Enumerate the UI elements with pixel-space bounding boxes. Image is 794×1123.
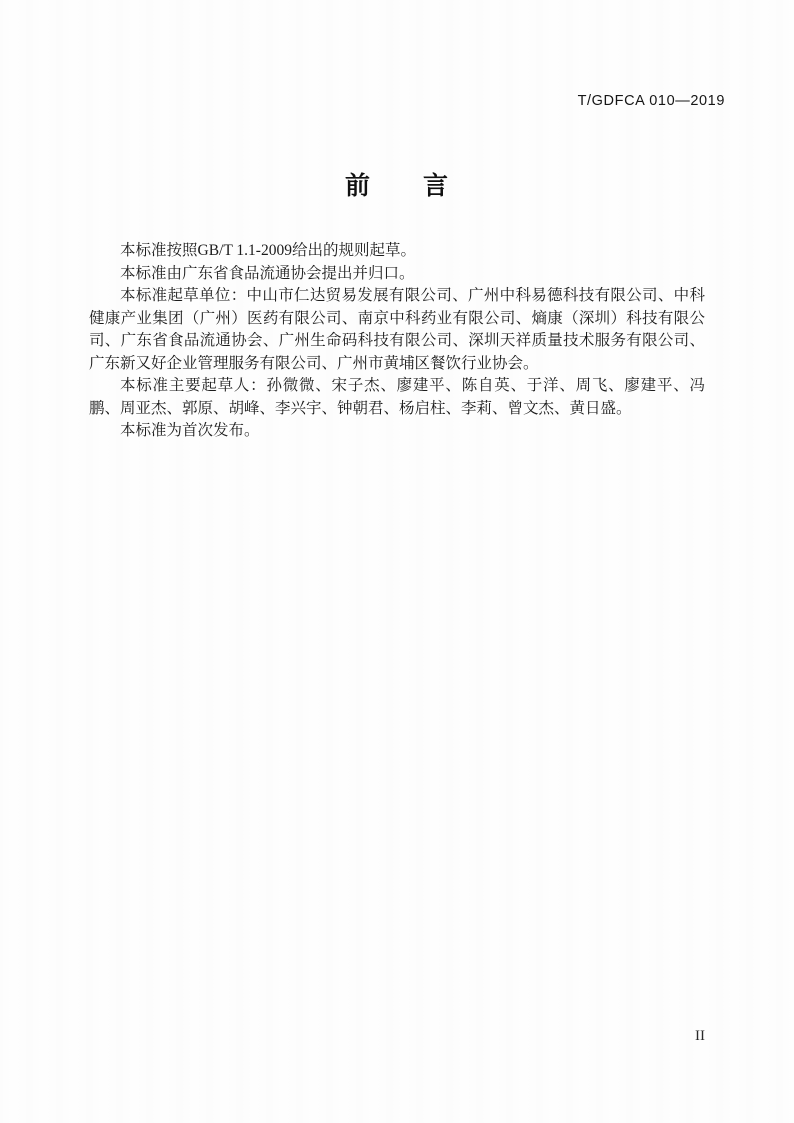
page-number: II bbox=[695, 1028, 705, 1044]
paragraph-first-publication: 本标准为首次发布。 bbox=[120, 422, 260, 439]
foreword-body bbox=[89, 240, 705, 443]
paragraph-drafting-organizations: 本标准起草单位：中山市仁达贸易发展有限公司、广州中科易德科技有限公司、中科健康产业集团（广州）医药有限公司、南京中科药业有限公司、熵康（深圳）科技有限公司、广东省食品流通协会、广州生命码科技有限公司、深圳天祥质量技术服务有限公司、广东新又好企业管理服务有限公司、广州市黄埔区餐饮行业协会。 bbox=[89, 287, 705, 372]
paragraph-proposing-body: 本标准由广东省食品流通协会提出并归口。 bbox=[120, 264, 415, 282]
paragraph-main-drafters: 本标准主要起草人：孙微微、宋子杰、廖建平、陈自英、于洋、周飞、廖建平、冯鹏、周亚杰、郭原、胡峰、李兴宇、钟朝君、杨启柱、李莉、曾文杰、黄日盛。 bbox=[89, 377, 705, 417]
page-title: 前 言 bbox=[344, 172, 449, 200]
standard-code-header: T/GDFCA 010—2019 bbox=[577, 93, 725, 109]
paragraph-drafting-rules: 本标准按照GB/T 1.1-2009给出的规则起草。 bbox=[120, 242, 416, 259]
